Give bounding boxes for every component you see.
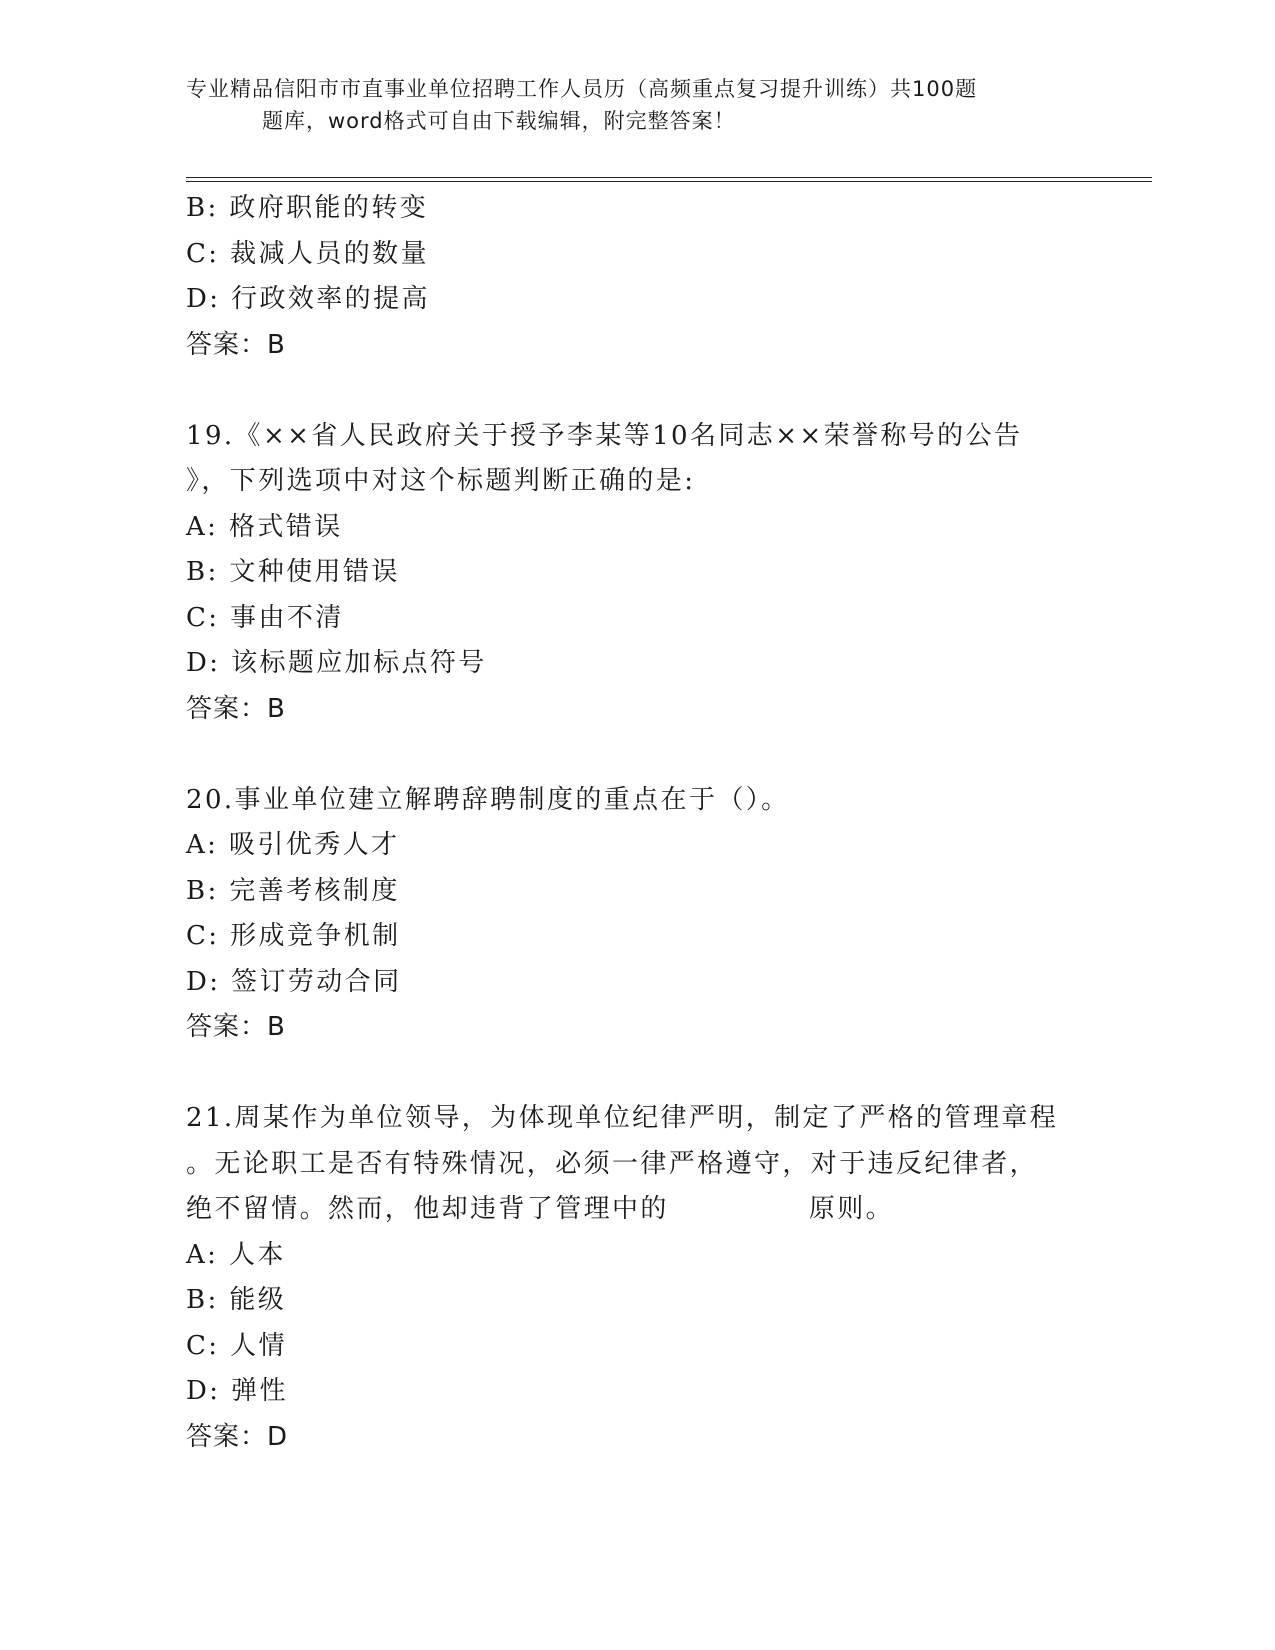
question-19 <box>186 414 1086 733</box>
spacer <box>186 368 1086 414</box>
question-21-option-a: A: 人本 <box>186 1239 286 1270</box>
question-18-answer: 答案：B <box>186 329 286 360</box>
header-divider-bottom <box>186 181 1152 182</box>
question-18 <box>186 186 1086 368</box>
question-20-option-a: A: 吸引优秀人才 <box>186 830 400 860</box>
question-19-stem-line2: 》，下列选项中对这个标题判断正确的是: <box>186 466 696 496</box>
document-header <box>186 73 1086 137</box>
header-divider-top <box>186 177 1152 178</box>
question-19-answer: 答案：B <box>186 693 286 724</box>
question-20 <box>186 778 1086 1051</box>
question-21-option-d: D: 弹性 <box>186 1376 288 1406</box>
question-21-stem-line3-after: 原则。 <box>808 1194 895 1224</box>
question-19-option-c: C: 事由不清 <box>186 602 344 633</box>
question-18-option-b: B: 政府职能的转变 <box>186 193 429 223</box>
question-18-option-d: D: 行政效率的提高 <box>186 284 430 314</box>
question-20-stem: 20.事业单位建立解聘辞聘制度的重点在于（）。 <box>186 784 790 815</box>
header-title-line2: 题库，word格式可自由下载编辑，附完整答案！ <box>262 109 736 133</box>
question-20-answer: 答案：B <box>186 1012 286 1042</box>
question-20-option-c: C: 形成竞争机制 <box>186 921 401 951</box>
question-21-stem-line3 <box>186 1187 1086 1233</box>
question-18-option-c: C: 裁减人员的数量 <box>186 238 429 269</box>
question-19-stem-line1: 19.《××省人民政府关于授予李某等10名同志××荣誉称号的公告 <box>186 420 1023 451</box>
spacer <box>186 1051 1086 1097</box>
question-21-stem-line3-before: 绝不留情。然而，他却违背了管理中的 <box>186 1194 669 1224</box>
spacer <box>186 732 1086 778</box>
question-19-option-d: D: 该标题应加标点符号 <box>186 648 487 678</box>
question-21-answer: 答案：D <box>186 1421 289 1452</box>
question-19-option-a: A: 格式错误 <box>186 511 343 542</box>
question-19-option-b: B: 文种使用错误 <box>186 557 400 587</box>
question-21-option-c: C: 人情 <box>186 1330 287 1361</box>
question-21-stem-line2: 。无论职工是否有特殊情况，必须一律严格遵守，对于违反纪律者， <box>186 1148 1039 1179</box>
question-list <box>186 186 1086 1460</box>
question-20-option-b: B: 完善考核制度 <box>186 875 400 906</box>
question-21-stem-line1: 21.周某作为单位领导，为体现单位纪律严明，制定了严格的管理章程 <box>186 1103 1059 1133</box>
question-20-option-d: D: 签订劳动合同 <box>186 966 402 997</box>
question-21-option-b: B: 能级 <box>186 1285 287 1315</box>
question-21 <box>186 1096 1086 1460</box>
header-title-line1: 专业精品信阳市市直事业单位招聘工作人员历（高频重点复习提升训练）共100题 <box>186 77 978 101</box>
